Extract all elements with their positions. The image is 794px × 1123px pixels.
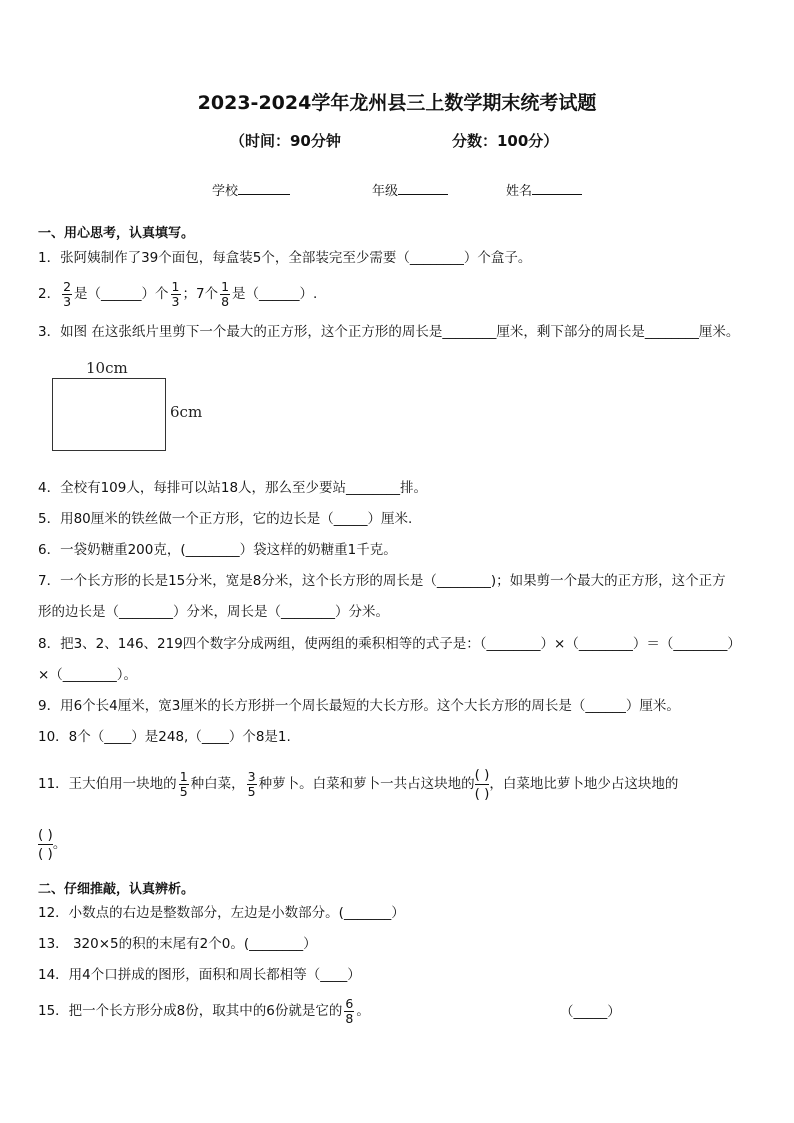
q11-fraction-2: $\frac{3}{5}$: [247, 768, 256, 799]
question-5: 5．用80厘米的铁丝做一个正方形，它的边长是（_____）厘米.: [38, 511, 413, 527]
q2-prefix: 2．: [38, 286, 61, 302]
question-13: 13． 320×5的积的末尾有2个0。(________）: [38, 936, 317, 952]
rectangle-figure: [52, 378, 166, 451]
question-7-line-2: 形的边长是（________）分米，周长是（________）分米。: [38, 604, 389, 620]
q15-end: 。: [356, 1003, 370, 1019]
grade-field: [372, 180, 448, 199]
question-9: 9．用6个长4厘米，宽3厘米的长方形拼一个周长最短的大长方形。这个大长方形的周长是（______）厘米。: [38, 698, 680, 714]
section-1-heading: 一、用心思考，认真填写。: [38, 226, 195, 241]
q2-fraction-3: $\frac{1}{8}$: [221, 278, 230, 309]
question-14: 14．用4个口拼成的图形，面积和周长都相等（____）: [38, 967, 361, 983]
question-8-line-2: ×（________）。: [38, 667, 138, 683]
question-11-line-2: [38, 822, 66, 866]
figure-height-label: 6cm: [170, 403, 203, 421]
name-label: 姓名: [506, 184, 533, 199]
name-field: [506, 180, 582, 199]
name-blank: [532, 180, 582, 195]
grade-label: 年级: [372, 184, 399, 199]
q2-text-3: 是（______）.: [232, 286, 318, 302]
q11-fraction-1: $\frac{1}{5}$: [179, 768, 188, 799]
q11-end: 。: [52, 836, 67, 852]
q11-text-3: ，白菜地比萝卜地少占这块地的: [489, 776, 679, 792]
q11-text-2: 种萝卜。白菜和萝卜一共占这块地的: [258, 776, 475, 792]
question-3: 3．如图 在这张纸片里剪下一个最大的正方形，这个正方形的周长是________厘米，剩下部分的周长是________厘米。: [38, 324, 740, 340]
school-label: 学校: [212, 184, 239, 199]
question-4: 4．全校有109人，每排可以站18人，那么至少要站________排。: [38, 480, 428, 496]
figure-width-label: 10cm: [86, 359, 128, 377]
q15-prefix: 15．把一个长方形分成8份，取其中的6份就是它的: [38, 1003, 343, 1019]
question-11: [38, 762, 678, 806]
question-15: [38, 991, 370, 1031]
question-8-line-1: 8．把3、2、146、219四个数字分成两组，使两组的乘积相等的式子是：（________）×（________）＝（________）: [38, 636, 741, 652]
question-6: 6．一袋奶糖重200克，(________）袋这样的奶糖重1千克。: [38, 542, 397, 558]
q2-text-2: ；7个: [182, 286, 219, 302]
question-10: 10．8个（____）是248,（____）个8是1.: [38, 729, 291, 745]
question-7-line-1: 7．一个长方形的长是15分米，宽是8分米，这个长方形的周长是（________)；如果剪一个最大的正方形，这个正方: [38, 573, 726, 589]
q15-answer-blank: （_____）: [560, 1004, 621, 1020]
time-label: （时间：90分钟: [230, 132, 341, 150]
question-12: 12．小数点的右边是整数部分，左边是小数部分。(_______）: [38, 905, 405, 921]
q2-fraction-1: $\frac{2}{3}$: [63, 278, 72, 309]
q11-prefix: 11．王大伯用一块地的: [38, 776, 177, 792]
q11-text-1: 种白菜，: [190, 776, 245, 792]
q11-blank-fraction-2: ( ) ( ): [38, 826, 53, 862]
score-label: 分数：100分）: [452, 132, 559, 150]
q11-blank-fraction-1: ( ) ( ): [474, 766, 490, 802]
school-field: [212, 180, 290, 199]
question-1: 1．张阿姨制作了39个面包，每盒装5个，全部装完至少需要（________）个盒子。: [38, 250, 532, 266]
question-2: [38, 274, 317, 314]
page-title: 2023-2024学年龙州县三上数学期末统考试题: [197, 92, 597, 114]
grade-blank: [398, 180, 448, 195]
q2-fraction-2: $\frac{1}{3}$: [171, 278, 180, 309]
q15-fraction: $\frac{6}{8}$: [345, 995, 354, 1026]
section-2-heading: 二、仔细推敲，认真辨析。: [38, 882, 195, 897]
q2-text-1: 是（______）个: [74, 286, 169, 302]
school-blank: [238, 180, 290, 195]
